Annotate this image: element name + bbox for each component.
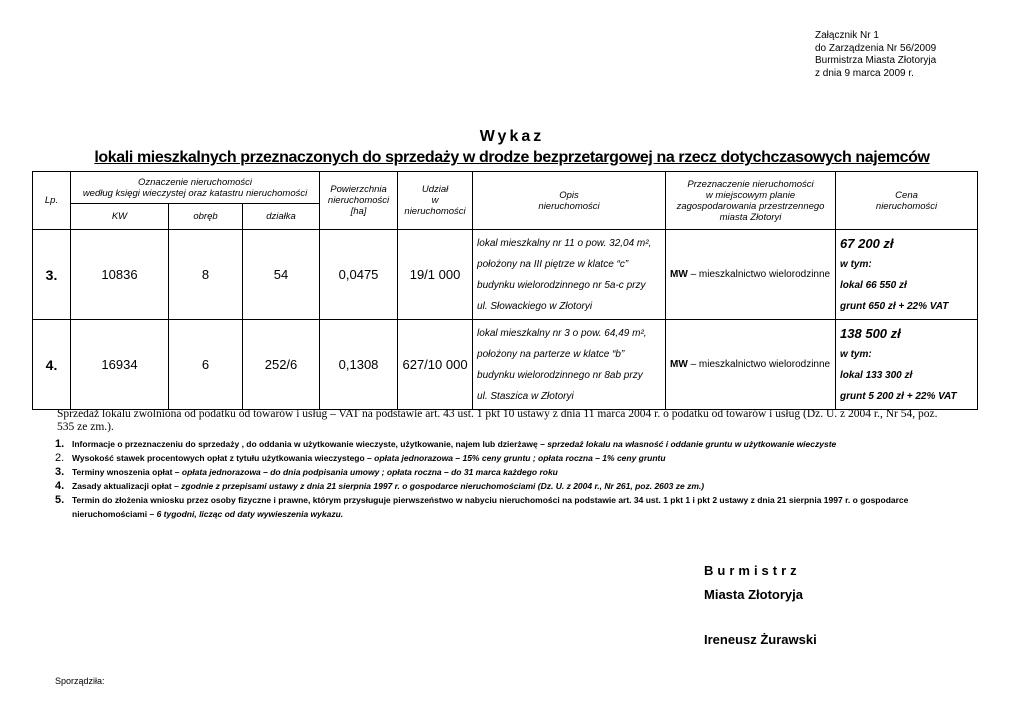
list-item <box>55 479 965 493</box>
table-row <box>33 230 978 320</box>
item-number: 2. <box>55 452 65 464</box>
opis-line: położony na parterze w klatce “b” <box>477 348 625 360</box>
list-item <box>55 465 965 479</box>
header-text: nieruchomości <box>538 200 600 212</box>
cell-powierzchnia: 0,1308 <box>320 320 398 410</box>
annex-reference <box>815 30 936 80</box>
header-text: nieruchomości <box>404 206 466 217</box>
item-number: 3. <box>55 466 65 478</box>
list-item <box>55 437 965 451</box>
header-opis <box>473 172 666 230</box>
zoning-text: – mieszkalnictwo wielorodzinne <box>687 359 831 370</box>
item-number: 5. <box>55 494 65 506</box>
cell-cena <box>836 320 978 410</box>
header-oznaczenie <box>71 172 320 204</box>
cell-dzialka: 54 <box>243 230 320 320</box>
item-text: Wysokość stawek procentowych opłat z tytułu użytkowania wieczystego – <box>72 453 375 463</box>
opis-line: położony na III piętrze w klatce “c” <box>477 258 629 270</box>
header-udzial <box>398 172 473 230</box>
property-table <box>32 171 978 410</box>
cell-powierzchnia: 0,0475 <box>320 230 398 320</box>
cell-obreb: 6 <box>169 320 243 410</box>
item-text: Zasady aktualizacji opłat – <box>72 481 182 491</box>
zoning-code: MW <box>670 269 688 280</box>
item-italic: opłata jednorazowa – 15% ceny gruntu ; opłata roczna – 1% ceny gruntu <box>374 453 666 463</box>
item-text: Informacje o przeznaczeniu do sprzedaży , do oddania w użytkowanie wieczyste, użytkowanie, najem lub dzierżawę – <box>72 439 548 449</box>
zoning-text: – mieszkalnictwo wielorodzinne <box>687 269 831 280</box>
header-text: miasta Złotoryi <box>719 211 782 223</box>
cell-przeznaczenie <box>666 230 836 320</box>
header-text: Udział <box>421 184 449 195</box>
list-item <box>55 493 965 521</box>
item-text: Terminy wnoszenia opłat – <box>72 467 182 477</box>
header-powierzchnia <box>320 172 398 230</box>
header-text: w miejscowym planie <box>705 189 796 201</box>
table-row <box>33 320 978 410</box>
header-przeznaczenie <box>666 172 836 230</box>
annex-line: Burmistrza Miasta Złotoryja <box>815 55 937 66</box>
signature-city: Miasta Złotoryja <box>704 587 803 602</box>
cell-kw: 16934 <box>71 320 169 410</box>
item-text: Termin do złożenia wniosku przez osoby fizyczne i prawne, którym przysługuje pierwszeństwo w nabyciu nieruchomości na podstawie art. 34 ust. 1 pkt 1 i pkt 2 ustawy z dnia 21 sierpnia 1997 r. o gospodarce nieruchomościami – <box>72 495 909 519</box>
header-cena <box>836 172 978 230</box>
document-title: Wykaz <box>479 128 545 145</box>
header-obreb: obręb <box>169 204 243 230</box>
list-item <box>55 451 965 465</box>
price-line: lokal 133 300 zł <box>840 369 913 381</box>
item-italic: 6 tygodni, licząc od daty wywieszenia wykazu. <box>156 509 344 519</box>
opis-line: lokal mieszkalny nr 11 o pow. 32,04 m², <box>477 237 652 249</box>
header-text: w <box>431 195 439 206</box>
item-italic: zgodnie z przepisami ustawy z dnia 21 sierpnia 1997 r. o gospodarce nieruchomościami (Dz. U. z 2004 r., Nr 261, poz. 2603 ze zm.) <box>181 481 705 491</box>
header-text: Oznaczenie nieruchomości <box>137 176 253 188</box>
cell-kw: 10836 <box>71 230 169 320</box>
cell-cena <box>836 230 978 320</box>
header-text: nieruchomości <box>327 195 390 206</box>
annex-line: Załącznik Nr 1 <box>815 30 879 41</box>
document-subtitle: lokali mieszkalnych przeznaczonych do sprzedaży w drodze bezprzetargowej na rzecz dotychczasowych najemców <box>94 149 930 166</box>
item-italic: opłata jednorazowa – do dnia podpisania umowy ; opłata roczna – do 31 marca każdego roku <box>181 467 558 477</box>
cell-obreb: 8 <box>169 230 243 320</box>
header-text: zagospodarowania przestrzennego <box>676 200 825 212</box>
header-text: [ha] <box>350 206 367 217</box>
signature-title: Burmistrz <box>704 563 801 578</box>
opis-line: ul. Słowackiego w Złotoryi <box>477 300 593 312</box>
cell-dzialka: 252/6 <box>243 320 320 410</box>
price-line: w tym: <box>840 348 872 360</box>
cell-udzial: 627/10 000 <box>398 320 473 410</box>
price-line: grunt 650 zł + 22% VAT <box>840 300 949 312</box>
cell-opis <box>473 230 666 320</box>
header-text: Cena <box>895 189 918 201</box>
annex-line: do Zarządzenia Nr 56/2009 <box>815 42 937 54</box>
header-text: nieruchomości <box>875 200 938 212</box>
cell-udzial: 19/1 000 <box>398 230 473 320</box>
header-kw: KW <box>71 204 169 230</box>
item-number: 4. <box>55 480 65 492</box>
header-text: Opis <box>559 189 579 201</box>
price-total: 138 500 zł <box>840 325 901 341</box>
prepared-by: Sporządziła: <box>55 676 105 686</box>
annex-line: z dnia 9 marca 2009 r. <box>815 67 914 79</box>
opis-line: budynku wielorodzinnego nr 5a-c przy <box>477 279 646 291</box>
opis-line: ul. Staszica w Złotoryi <box>477 390 574 402</box>
cell-opis <box>473 320 666 410</box>
info-list <box>55 437 965 521</box>
cell-przeznaczenie <box>666 320 836 410</box>
opis-line: budynku wielorodzinnego nr 8ab przy <box>477 369 643 381</box>
header-dzialka: działka <box>243 204 320 230</box>
price-line: w tym: <box>840 258 872 270</box>
opis-line: lokal mieszkalny nr 3 o pow. 64,49 m², <box>477 327 647 339</box>
item-number: 1. <box>55 438 65 450</box>
zoning-code: MW <box>670 359 688 370</box>
vat-note: Sprzedaż lokalu zwolniona od podatku od towarów i usług – VAT na podstawie art. 43 ust. 1 pkt 10 ustawy z dnia 11 marca 2004 r. o podatku od towarów i usług (Dz. U. z 2004 r., Nr 54, poz. 535 ze zm.). <box>57 408 938 433</box>
item-italic: sprzedaż lokalu na własność i oddanie gruntu w użytkowanie wieczyste <box>547 439 837 449</box>
price-total: 67 200 zł <box>840 235 894 251</box>
header-lp: Lp. <box>33 172 71 230</box>
table-header-row <box>33 172 978 204</box>
header-text: Przeznaczenie nieruchomości <box>687 178 814 190</box>
cell-lp: 4. <box>33 320 71 410</box>
header-text: Powierzchnia <box>330 184 387 195</box>
cell-lp: 3. <box>33 230 71 320</box>
price-line: grunt 5 200 zł + 22% VAT <box>840 390 957 402</box>
price-line: lokal 66 550 zł <box>840 279 907 291</box>
signature-name: Ireneusz Żurawski <box>704 632 817 647</box>
header-text: według księgi wieczystej oraz katastru nieruchomości <box>82 187 308 199</box>
